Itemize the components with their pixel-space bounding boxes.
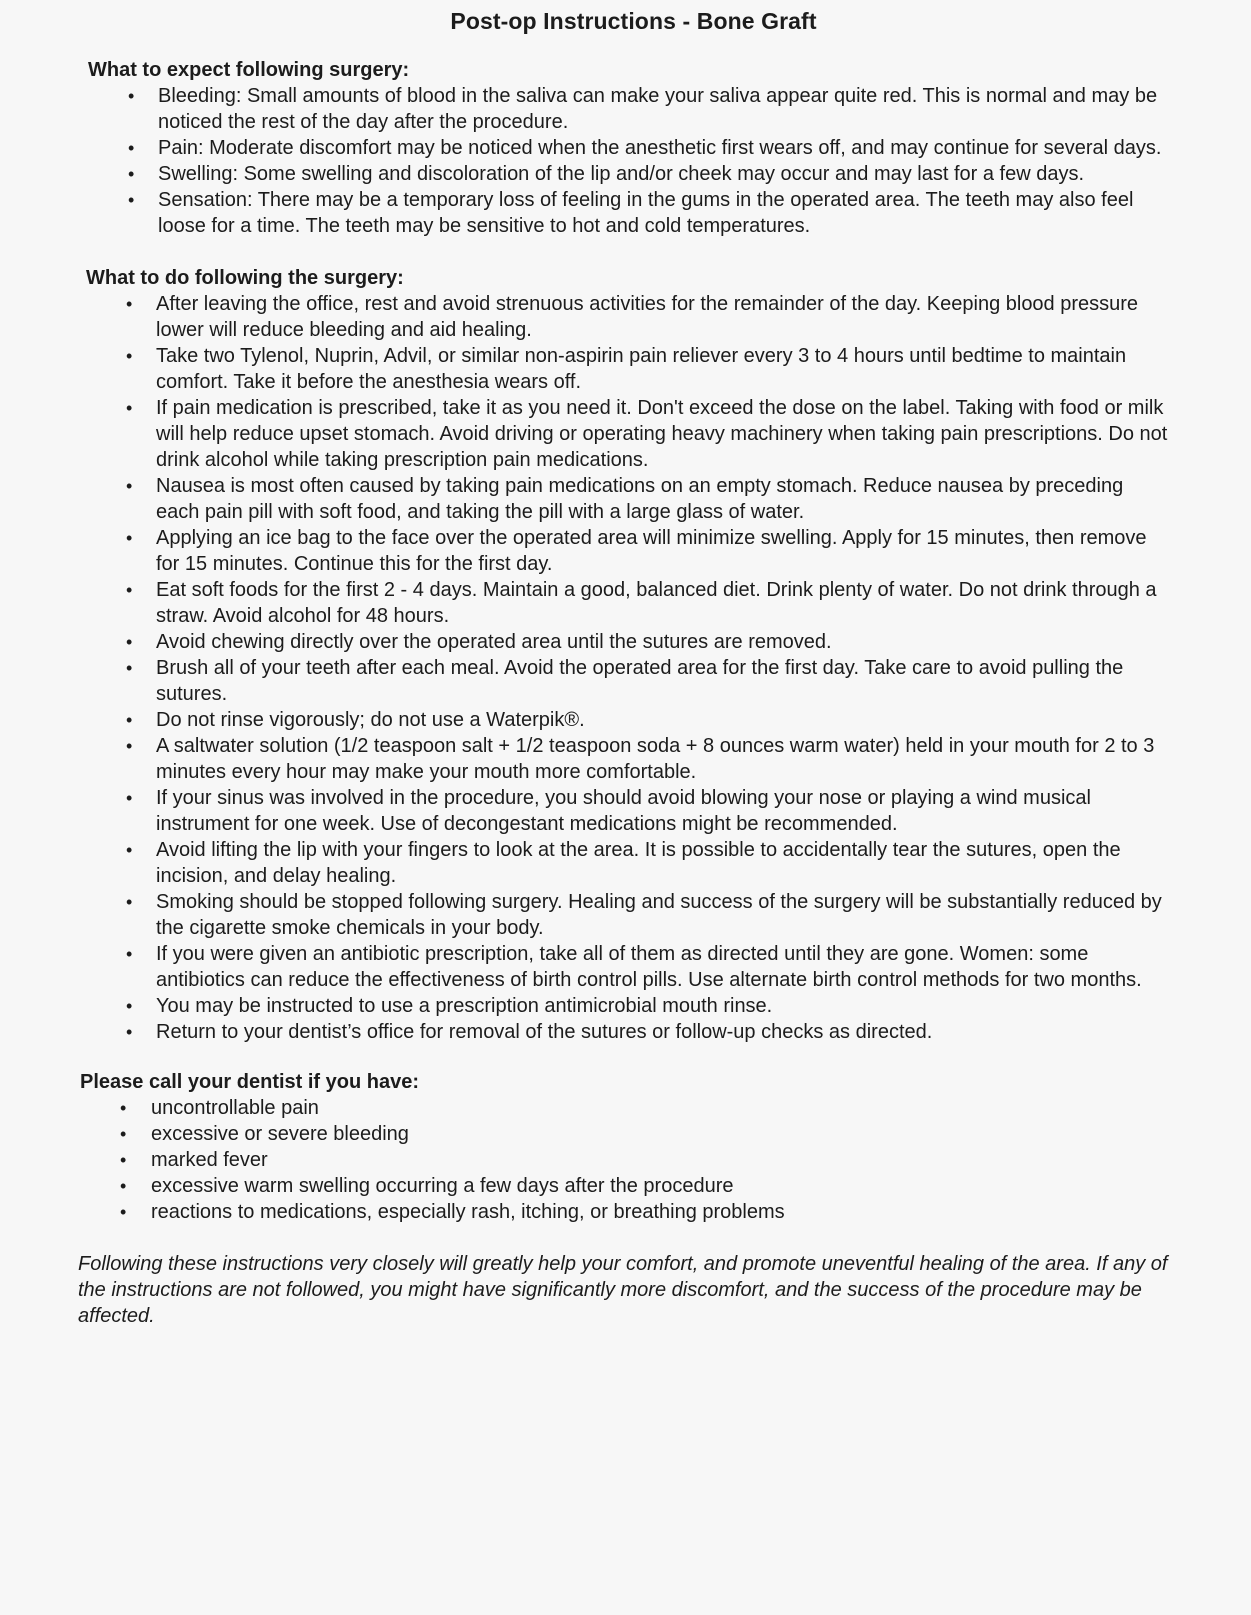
section-what-to-do bbox=[86, 265, 1169, 1045]
list-item-text: excessive or severe bleeding bbox=[151, 1123, 409, 1145]
list-item-text: Smoking should be stopped following surgery. Healing and success of the surgery will be substantially reduced by the cigarette smoke chemicals in your body. bbox=[156, 891, 1162, 939]
bullet-icon: • bbox=[120, 1202, 127, 1222]
list-item-text: uncontrollable pain bbox=[151, 1097, 319, 1119]
list-item bbox=[86, 993, 1169, 1019]
page-title: Post-op Instructions - Bone Graft bbox=[450, 8, 817, 34]
list-item bbox=[86, 707, 1169, 733]
list-item-text: Swelling: Some swelling and discoloration of the lip and/or cheek may occur and may last for a few days. bbox=[158, 163, 1085, 185]
list-item-text: If you were given an antibiotic prescription, take all of them as directed until they are gone. Women: some antibiotics can reduce the effectiveness of birth control pills. Use alternate birth control methods for two months. bbox=[156, 943, 1142, 991]
list-item-text: Nausea is most often caused by taking pain medications on an empty stomach. Reduce nausea by preceding each pain pill with soft food, and taking the pill with a large glass of water. bbox=[156, 475, 1124, 523]
list-item bbox=[80, 1147, 1169, 1173]
section-call-dentist bbox=[80, 1069, 1169, 1225]
list-item-text: Applying an ice bag to the face over the operated area will minimize swelling. Apply for 15 minutes, then remove for 15 minutes. Continue this for the first day. bbox=[156, 527, 1147, 575]
list-item bbox=[86, 525, 1169, 577]
list-item bbox=[80, 1121, 1169, 1147]
list-item-text: Brush all of your teeth after each meal. Avoid the operated area for the first day. Take care to avoid pulling the sutures. bbox=[156, 657, 1124, 705]
list-item bbox=[86, 785, 1169, 837]
list-item bbox=[86, 733, 1169, 785]
list-item-text: A saltwater solution (1/2 teaspoon salt + 1/2 teaspoon soda + 8 ounces warm water) held in your mouth for 2 to 3 minutes every hour may make your mouth more comfortable. bbox=[156, 735, 1155, 783]
list-item-text: Eat soft foods for the first 2 - 4 days. Maintain a good, balanced diet. Drink plenty of water. Do not drink through a straw. Avoid alcohol for 48 hours. bbox=[156, 579, 1157, 627]
bullet-icon: • bbox=[126, 1022, 133, 1042]
list-item bbox=[86, 395, 1169, 473]
bullet-list bbox=[80, 1095, 1169, 1225]
bullet-icon: • bbox=[126, 736, 133, 756]
list-item-text: excessive warm swelling occurring a few days after the procedure bbox=[151, 1175, 734, 1197]
section-what-to-expect bbox=[88, 57, 1169, 239]
bullet-icon: • bbox=[128, 138, 135, 158]
bullet-icon: • bbox=[126, 528, 133, 548]
bullet-icon: • bbox=[120, 1176, 127, 1196]
bullet-icon: • bbox=[120, 1098, 127, 1118]
list-item bbox=[88, 161, 1169, 187]
list-item-text: Sensation: There may be a temporary loss of feeling in the gums in the operated area. The teeth may also feel loose for a time. The teeth may be sensitive to hot and cold temperatures. bbox=[158, 189, 1134, 237]
bullet-icon: • bbox=[126, 840, 133, 860]
list-item bbox=[86, 291, 1169, 343]
list-item-text: Pain: Moderate discomfort may be noticed when the anesthetic first wears off, and may continue for several days. bbox=[158, 137, 1162, 159]
list-item-text: Bleeding: Small amounts of blood in the saliva can make your saliva appear quite red. This is normal and may be noticed the rest of the day after the procedure. bbox=[158, 85, 1158, 133]
list-item-text: Avoid lifting the lip with your fingers to look at the area. It is possible to accidentally tear the sutures, open the incision, and delay healing. bbox=[156, 839, 1121, 887]
bullet-icon: • bbox=[128, 190, 135, 210]
list-item-text: marked fever bbox=[151, 1149, 268, 1171]
bullet-icon: • bbox=[126, 892, 133, 912]
list-item bbox=[86, 629, 1169, 655]
list-item-text: Take two Tylenol, Nuprin, Advil, or similar non-aspirin pain reliever every 3 to 4 hours until bedtime to maintain comfort. Take it before the anesthesia wears off. bbox=[156, 345, 1127, 393]
list-item bbox=[88, 135, 1169, 161]
list-item-text: Return to your dentist’s office for removal of the sutures or follow-up checks as directed. bbox=[156, 1021, 933, 1043]
bullet-list bbox=[86, 291, 1169, 1045]
bullet-icon: • bbox=[126, 658, 133, 678]
bullet-icon: • bbox=[126, 788, 133, 808]
section-heading: What to expect following surgery: bbox=[88, 59, 410, 81]
list-item-text: Avoid chewing directly over the operated area until the sutures are removed. bbox=[156, 631, 832, 653]
section-heading: What to do following the surgery: bbox=[86, 267, 404, 289]
list-item bbox=[80, 1173, 1169, 1199]
bullet-icon: • bbox=[126, 632, 133, 652]
list-item bbox=[88, 83, 1169, 135]
closing-note: Following these instructions very closely will greatly help your comfort, and promote uneventful healing of the area. If any of the instructions are not followed, you might have significantly more discomfort, and the success of the procedure may be affected. bbox=[78, 1253, 1168, 1327]
list-item-text: reactions to medications, especially rash, itching, or breathing problems bbox=[151, 1201, 785, 1223]
list-item bbox=[86, 577, 1169, 629]
bullet-icon: • bbox=[126, 580, 133, 600]
list-item bbox=[80, 1095, 1169, 1121]
section-heading: Please call your dentist if you have: bbox=[80, 1071, 420, 1093]
list-item-text: Do not rinse vigorously; do not use a Waterpik®. bbox=[156, 709, 585, 731]
bullet-icon: • bbox=[126, 944, 133, 964]
bullet-icon: • bbox=[126, 996, 133, 1016]
bullet-icon: • bbox=[128, 164, 135, 184]
list-item-text: You may be instructed to use a prescription antimicrobial mouth rinse. bbox=[156, 995, 773, 1017]
bullet-icon: • bbox=[128, 86, 135, 106]
bullet-icon: • bbox=[120, 1150, 127, 1170]
bullet-list bbox=[88, 83, 1169, 239]
list-item-text: If pain medication is prescribed, take it as you need it. Don't exceed the dose on the label. Taking with food or milk will help reduce upset stomach. Avoid driving or operating heavy machinery when taking pain prescriptions. Do not drink alcohol while taking prescription pain medications. bbox=[156, 397, 1168, 471]
bullet-icon: • bbox=[126, 710, 133, 730]
list-item bbox=[86, 837, 1169, 889]
list-item-text: After leaving the office, rest and avoid strenuous activities for the remainder of the day. Keeping blood pressure lower will reduce bleeding and aid healing. bbox=[156, 293, 1139, 341]
list-item-text: If your sinus was involved in the procedure, you should avoid blowing your nose or playing a wind musical instrument for one week. Use of decongestant medications might be recommended. bbox=[156, 787, 1091, 835]
bullet-icon: • bbox=[126, 346, 133, 366]
list-item bbox=[86, 343, 1169, 395]
bullet-icon: • bbox=[126, 476, 133, 496]
list-item bbox=[80, 1199, 1169, 1225]
bullet-icon: • bbox=[120, 1124, 127, 1144]
list-item bbox=[88, 187, 1169, 239]
bullet-icon: • bbox=[126, 294, 133, 314]
list-item bbox=[86, 889, 1169, 941]
list-item bbox=[86, 473, 1169, 525]
list-item bbox=[86, 655, 1169, 707]
list-item bbox=[86, 941, 1169, 993]
list-item bbox=[86, 1019, 1169, 1045]
bullet-icon: • bbox=[126, 398, 133, 418]
